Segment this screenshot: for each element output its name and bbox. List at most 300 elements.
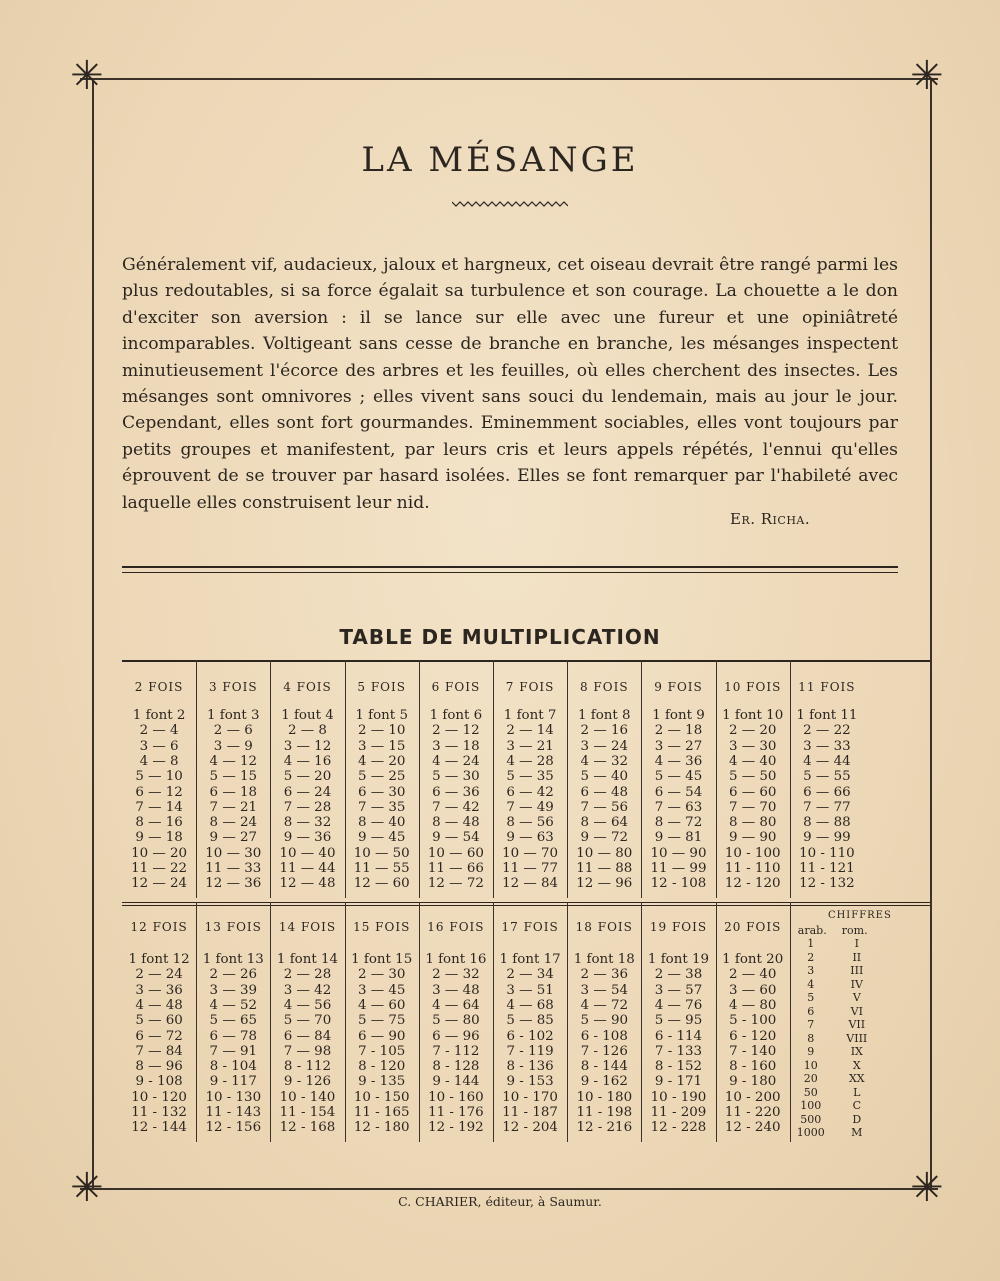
table-cell: 10 — 90 bbox=[650, 845, 707, 861]
table-cell: 6 - 114 bbox=[654, 1028, 703, 1044]
table-cell: 12 — 84 bbox=[502, 876, 559, 892]
table-cell: 12 - 132 bbox=[799, 876, 855, 892]
column-header: 20 FOIS bbox=[724, 920, 782, 934]
table-cell: 9 - 171 bbox=[654, 1074, 703, 1090]
table-cell: 12 - 120 bbox=[724, 876, 781, 892]
table-cell: 2 — 18 bbox=[654, 723, 703, 739]
column-header: 18 FOIS bbox=[575, 920, 633, 934]
table-cell: 12 - 204 bbox=[502, 1120, 558, 1136]
table-column bbox=[641, 660, 715, 898]
column-header: 8 FOIS bbox=[579, 680, 629, 694]
table-cell: 9 — 81 bbox=[654, 830, 703, 846]
table-cell: 1 font 8 bbox=[577, 708, 631, 723]
chiffres-arab-value: 6 bbox=[807, 1004, 815, 1018]
table-cell: 12 - 192 bbox=[428, 1120, 484, 1136]
table-cell: 6 — 84 bbox=[283, 1028, 332, 1044]
table-cell: 11 - 220 bbox=[724, 1105, 781, 1120]
table-cell: 12 — 72 bbox=[427, 876, 484, 892]
table-column bbox=[122, 902, 196, 1142]
table-cell: 7 - 133 bbox=[654, 1043, 703, 1059]
table-column bbox=[419, 902, 493, 1142]
table-cell: 3 — 12 bbox=[283, 738, 332, 754]
chiffres-rom-label: rom. bbox=[841, 924, 868, 937]
table-cell: 8 - 112 bbox=[283, 1059, 332, 1075]
table-cell: 6 — 12 bbox=[135, 784, 183, 800]
chiffres-arab-value: 5 bbox=[807, 991, 815, 1004]
table-cell: 8 - 160 bbox=[729, 1059, 777, 1075]
table-cell: 5 — 50 bbox=[728, 769, 777, 785]
chiffres-roman-value: M bbox=[851, 1126, 863, 1139]
table-cell: 11 - 132 bbox=[131, 1105, 187, 1120]
table-cell: 4 — 48 bbox=[135, 997, 183, 1013]
table-cell: 7 - 112 bbox=[432, 1043, 480, 1059]
table-cell: 7 — 28 bbox=[283, 799, 332, 815]
table-cell: 11 - 143 bbox=[205, 1105, 262, 1120]
table-cell: 4 — 28 bbox=[506, 753, 554, 769]
table-cell: 5 — 40 bbox=[580, 769, 629, 785]
table-cell: 7 — 35 bbox=[357, 799, 406, 815]
table-cell: 12 - 156 bbox=[205, 1120, 262, 1136]
table-cell: 3 — 24 bbox=[580, 738, 629, 754]
table-cell: 6 — 48 bbox=[580, 784, 629, 800]
table-cell: 1 font 20 bbox=[722, 952, 784, 967]
table-cell: 5 — 55 bbox=[803, 769, 851, 785]
chiffres-roman-value: III bbox=[850, 964, 864, 977]
table-cell: 9 - 153 bbox=[506, 1074, 554, 1090]
table-cell: 2 — 16 bbox=[580, 723, 629, 739]
table-cell: 1 font 2 bbox=[132, 708, 186, 723]
table-cell: 5 — 10 bbox=[135, 769, 183, 785]
table-column bbox=[196, 660, 270, 898]
column-header: 6 FOIS bbox=[431, 680, 481, 694]
table-cell: 8 - 144 bbox=[580, 1059, 628, 1075]
table-cell: 11 — 99 bbox=[650, 861, 707, 876]
table-cell: 10 — 30 bbox=[205, 845, 262, 861]
table-cell: 8 — 96 bbox=[135, 1059, 183, 1075]
table-cell: 1 font 13 bbox=[202, 952, 264, 967]
chiffres-arab-value: 1 bbox=[807, 937, 815, 950]
table-column bbox=[567, 902, 641, 1142]
table-cell: 7 — 84 bbox=[135, 1043, 183, 1059]
table-cell: 3 — 42 bbox=[283, 982, 332, 998]
table-cell: 5 — 20 bbox=[283, 769, 332, 785]
table-cell: 7 — 56 bbox=[580, 799, 629, 815]
corner-ornament-icon: ✳ bbox=[910, 1165, 944, 1211]
chiffres-header: CHIFFRES bbox=[827, 910, 892, 921]
chiffres-arab-value: 4 bbox=[807, 977, 815, 991]
table-column bbox=[270, 902, 344, 1142]
table-cell: 11 - 198 bbox=[576, 1105, 633, 1120]
frame-top-line bbox=[80, 78, 938, 80]
table-cell: 9 — 90 bbox=[728, 830, 777, 846]
table-cell: 3 — 9 bbox=[213, 738, 253, 754]
table-cell: 4 — 64 bbox=[432, 997, 480, 1013]
table-cell: 9 — 36 bbox=[283, 830, 332, 846]
table-cell: 2 — 36 bbox=[580, 967, 629, 983]
table-cell: 2 — 10 bbox=[357, 723, 406, 739]
table-cell: 3 — 60 bbox=[728, 982, 777, 998]
table-cell: 1 fout 4 bbox=[281, 708, 334, 723]
chiffres-arab-label: arab. bbox=[797, 924, 827, 937]
table-cell: 4 — 24 bbox=[432, 753, 480, 769]
chiffres-roman-value: IV bbox=[850, 977, 863, 991]
table-cell: 6 — 78 bbox=[209, 1028, 258, 1044]
table-cell: 11 — 33 bbox=[205, 861, 262, 876]
table-cell: 10 — 20 bbox=[131, 845, 188, 861]
table-cell: 6 — 96 bbox=[432, 1028, 480, 1044]
author-signature: Er. Richa. bbox=[730, 510, 811, 528]
table-cell: 4 — 52 bbox=[209, 997, 258, 1013]
table-cell: 8 — 32 bbox=[283, 815, 332, 831]
table-cell: 9 - 162 bbox=[580, 1074, 628, 1090]
table-cell: 6 - 102 bbox=[506, 1028, 554, 1044]
table-cell: 2 — 12 bbox=[432, 723, 480, 739]
table-cell: 3 — 15 bbox=[357, 738, 406, 754]
page-title: LA MÉSANGE bbox=[361, 140, 639, 180]
table-cell: 8 — 88 bbox=[803, 815, 851, 831]
table-cell: 5 — 80 bbox=[432, 1013, 480, 1029]
table-cell: 8 - 104 bbox=[209, 1059, 257, 1075]
chiffres-arab-value: 3 bbox=[807, 964, 815, 977]
table-cell: 2 — 14 bbox=[506, 723, 554, 739]
column-header: 11 FOIS bbox=[798, 680, 856, 694]
chiffres-roman-value: D bbox=[852, 1112, 862, 1126]
table-column bbox=[641, 902, 715, 1142]
table-cell: 3 — 39 bbox=[209, 982, 258, 998]
table-cell: 5 — 85 bbox=[506, 1013, 554, 1029]
chiffres-arab-value: 50 bbox=[803, 1085, 818, 1099]
table-cell: 5 — 90 bbox=[580, 1013, 629, 1029]
table-cell: 6 — 42 bbox=[506, 784, 554, 800]
table-cell: 1 font 6 bbox=[429, 708, 483, 723]
column-header: 15 FOIS bbox=[353, 920, 411, 934]
table-cell: 3 — 33 bbox=[803, 738, 851, 754]
table-cell: 6 - 108 bbox=[580, 1028, 628, 1044]
table-cell: 6 — 36 bbox=[432, 784, 480, 800]
table-cell: 8 — 40 bbox=[357, 815, 406, 831]
publisher-footer: C. CHARIER, éditeur, à Saumur. bbox=[398, 1194, 602, 1209]
table-cell: 5 — 75 bbox=[357, 1013, 406, 1029]
chiffres-arab-value: 10 bbox=[803, 1058, 818, 1072]
table-cell: 2 — 4 bbox=[139, 723, 179, 739]
table-cell: 4 — 44 bbox=[803, 753, 851, 769]
table-column bbox=[716, 902, 790, 1142]
table-cell: 11 - 121 bbox=[799, 861, 855, 876]
table-cell: 11 - 187 bbox=[502, 1105, 558, 1120]
table-cell: 9 - 117 bbox=[209, 1074, 257, 1090]
table-cell: 5 — 60 bbox=[135, 1013, 183, 1029]
table-cell: 8 — 56 bbox=[506, 815, 554, 831]
table-cell: 5 — 45 bbox=[654, 769, 703, 785]
table-column bbox=[270, 660, 344, 898]
corner-ornament-icon: ✳ bbox=[910, 53, 944, 99]
column-header: 4 FOIS bbox=[283, 680, 332, 694]
table-cell: 11 — 55 bbox=[353, 861, 410, 876]
table-cell: 4 — 20 bbox=[357, 753, 406, 769]
table-cell: 7 — 49 bbox=[506, 799, 554, 815]
body-paragraph: Généralement vif, audacieux, jaloux et hargneux, cet oiseau devrait être rangé parmi les plus redoutables, si sa force égalait sa turbulence et son courage. La chouette a le don d'exciter son aversion : il se lance sur elle avec une fureur et une opiniâtreté incomparables. Voltigeant sans cesse de branche en branche, les mésanges inspectent minutieusement l'écorce des arbres et les feuilles, où elles cherchent des insectes. Les mésanges sont omnivores ; elles vivent sans souci du lendemain, mais au jour le jour. Cependant, elles sont fort gourmandes. Eminemment sociables, elles vont toujours par petits groupes et manifestent, par leurs cris et leurs appels répétés, l'ennui qu'elles éprouvent de se trouver par hasard isolées. Elles se font remarquer par l'habileté avec laquelle elles construisent leur nid. bbox=[122, 255, 898, 513]
table-cell: 1 font 3 bbox=[206, 708, 260, 723]
table-cell: 4 — 36 bbox=[654, 753, 703, 769]
table-cell: 9 - 180 bbox=[729, 1074, 777, 1090]
table-cell: 3 — 18 bbox=[432, 738, 480, 754]
table-cell: 8 — 16 bbox=[135, 815, 183, 831]
table-cell: 3 — 27 bbox=[654, 738, 703, 754]
column-header: 13 FOIS bbox=[204, 920, 262, 934]
column-header: 5 FOIS bbox=[357, 680, 406, 694]
table-cell: 3 — 57 bbox=[654, 982, 703, 998]
chiffres-roman-value: IX bbox=[850, 1045, 863, 1058]
table-cell: 10 - 150 bbox=[353, 1089, 410, 1105]
chiffres-roman-value: II bbox=[852, 950, 862, 964]
table-cell: 3 — 21 bbox=[506, 738, 554, 754]
table-cell: 7 — 21 bbox=[209, 799, 258, 815]
title-ornament bbox=[452, 198, 568, 210]
table-cell: 12 — 36 bbox=[205, 876, 262, 892]
column-header: 9 FOIS bbox=[654, 680, 703, 694]
chiffres-arab-value: 9 bbox=[807, 1045, 815, 1058]
table-cell: 5 — 30 bbox=[432, 769, 480, 785]
table-cell: 11 - 154 bbox=[279, 1105, 336, 1120]
chiffres-roman-value: L bbox=[853, 1085, 861, 1099]
table-cell: 7 — 98 bbox=[283, 1043, 332, 1059]
section-divider bbox=[122, 566, 898, 573]
column-header: 3 FOIS bbox=[208, 680, 258, 694]
multiplication-table-bottom bbox=[122, 902, 930, 1142]
column-header: 12 FOIS bbox=[130, 920, 188, 934]
table-cell: 7 — 77 bbox=[803, 799, 851, 815]
chiffres-roman-value: VIII bbox=[846, 1031, 868, 1045]
table-title: TABLE DE MULTIPLICATION bbox=[339, 625, 661, 649]
multiplication-table-top bbox=[122, 660, 930, 898]
table-cell: 8 - 120 bbox=[358, 1059, 406, 1075]
table-cell: 4 — 60 bbox=[357, 997, 406, 1013]
table-cell: 9 - 126 bbox=[283, 1074, 332, 1090]
table-cell: 5 — 95 bbox=[654, 1013, 703, 1029]
table-cell: 12 — 24 bbox=[131, 876, 188, 892]
table-cell: 9 - 135 bbox=[358, 1074, 406, 1090]
table-cell: 6 — 72 bbox=[135, 1028, 183, 1044]
table-cell: 9 — 54 bbox=[432, 830, 480, 846]
frame-bottom-line bbox=[80, 1188, 938, 1190]
table-cell: 9 — 45 bbox=[357, 830, 406, 846]
table-cell: 11 - 165 bbox=[353, 1105, 410, 1120]
table-cell: 12 - 228 bbox=[650, 1120, 707, 1136]
table-column bbox=[790, 660, 864, 898]
table-cell: 6 — 18 bbox=[209, 784, 258, 800]
table-cell: 10 - 160 bbox=[428, 1089, 484, 1105]
table-cell: 11 — 22 bbox=[131, 861, 188, 876]
chiffres-arab-value: 100 bbox=[800, 1099, 822, 1112]
table-column bbox=[493, 660, 567, 898]
table-cell: 4 — 76 bbox=[654, 997, 703, 1013]
table-cell: 12 - 216 bbox=[576, 1120, 633, 1136]
chiffres-arab-value: 20 bbox=[803, 1072, 818, 1085]
table-cell: 12 - 108 bbox=[650, 876, 707, 892]
table-cell: 7 — 42 bbox=[432, 799, 480, 815]
chiffres-arab-value: 500 bbox=[800, 1112, 822, 1126]
table-cell: 8 — 80 bbox=[728, 815, 777, 831]
table-cell: 8 - 128 bbox=[432, 1059, 480, 1075]
table-cell: 8 - 152 bbox=[654, 1059, 703, 1075]
table-cell: 4 — 12 bbox=[209, 753, 258, 769]
table-cell: 10 - 100 bbox=[724, 845, 781, 861]
table-cell: 6 — 24 bbox=[283, 784, 332, 800]
table-cell: 3 — 30 bbox=[728, 738, 777, 754]
table-cell: 4 — 16 bbox=[283, 753, 332, 769]
table-cell: 10 - 190 bbox=[650, 1089, 707, 1105]
table-cell: 3 — 48 bbox=[432, 982, 480, 998]
column-separator bbox=[790, 902, 791, 1142]
chiffres-arab-value: 8 bbox=[807, 1031, 815, 1045]
column-header: 10 FOIS bbox=[724, 680, 782, 694]
table-cell: 12 — 96 bbox=[576, 876, 633, 892]
table-cell: 4 — 68 bbox=[506, 997, 554, 1013]
table-cell: 10 — 60 bbox=[427, 845, 484, 861]
chiffres-arab-value: 7 bbox=[807, 1018, 815, 1031]
table-cell: 2 — 20 bbox=[728, 723, 777, 739]
table-cell: 4 — 72 bbox=[580, 997, 629, 1013]
table-cell: 8 - 136 bbox=[506, 1059, 554, 1075]
table-column bbox=[345, 902, 419, 1142]
chiffres-roman-value: VI bbox=[850, 1004, 863, 1018]
table-column bbox=[493, 902, 567, 1142]
table-cell: 7 - 119 bbox=[506, 1043, 554, 1059]
table-cell: 1 font 11 bbox=[796, 708, 858, 723]
table-cell: 11 - 176 bbox=[428, 1105, 484, 1120]
table-cell: 9 — 72 bbox=[580, 830, 629, 846]
table-column bbox=[122, 660, 196, 898]
table-cell: 10 - 180 bbox=[576, 1089, 633, 1105]
table-cell: 10 — 80 bbox=[576, 845, 633, 861]
table-cell: 1 font 14 bbox=[276, 952, 339, 967]
table-cell: 7 — 91 bbox=[209, 1043, 258, 1059]
column-header: 2 FOIS bbox=[134, 680, 184, 694]
table-cell: 8 — 48 bbox=[432, 815, 480, 831]
table-cell: 7 - 105 bbox=[358, 1043, 406, 1059]
table-cell: 7 — 14 bbox=[135, 799, 183, 815]
table-cell: 4 — 56 bbox=[283, 997, 332, 1013]
table-cell: 1 font 12 bbox=[128, 952, 190, 967]
table-cell: 10 — 70 bbox=[502, 845, 559, 861]
table-cell: 5 - 100 bbox=[729, 1013, 777, 1029]
table-cell: 10 - 110 bbox=[799, 845, 855, 861]
table-cell: 2 — 22 bbox=[803, 723, 851, 739]
chiffres-arab-value: 1000 bbox=[796, 1126, 825, 1139]
table-cell: 10 — 50 bbox=[353, 845, 410, 861]
table-cell: 12 — 60 bbox=[353, 876, 410, 892]
chiffres-arab-value: 2 bbox=[807, 950, 815, 964]
table-cell: 12 — 48 bbox=[279, 876, 336, 892]
table-cell: 3 — 45 bbox=[357, 982, 406, 998]
table-cell: 6 — 54 bbox=[654, 784, 703, 800]
corner-ornament-icon: ✳ bbox=[70, 1165, 104, 1211]
table-cell: 2 — 34 bbox=[506, 967, 554, 983]
table-cell: 7 - 140 bbox=[729, 1043, 777, 1059]
table-column bbox=[196, 902, 270, 1142]
table-cell: 9 — 18 bbox=[135, 830, 183, 846]
table-cell: 9 — 99 bbox=[803, 830, 851, 846]
table-cell: 11 — 88 bbox=[576, 861, 633, 876]
table-cell: 6 — 60 bbox=[728, 784, 777, 800]
table-cell: 3 — 36 bbox=[135, 982, 183, 998]
table-cell: 4 — 40 bbox=[728, 753, 777, 769]
table-cell: 4 — 8 bbox=[139, 753, 179, 769]
table-cell: 6 — 66 bbox=[803, 784, 851, 800]
table-cell: 11 — 66 bbox=[427, 861, 484, 876]
table-cell: 1 font 10 bbox=[722, 708, 784, 723]
table-cell: 8 — 72 bbox=[654, 815, 703, 831]
table-cell: 2 — 40 bbox=[728, 967, 777, 983]
table-cell: 1 font 15 bbox=[351, 952, 413, 967]
table-cell: 10 — 40 bbox=[279, 845, 336, 861]
table-cell: 2 — 38 bbox=[654, 967, 703, 983]
table-cell: 12 - 168 bbox=[279, 1120, 336, 1136]
table-cell: 2 — 6 bbox=[213, 723, 253, 739]
chiffres-roman-value: VII bbox=[848, 1018, 866, 1031]
table-column bbox=[716, 660, 790, 898]
table-cell: 7 - 126 bbox=[580, 1043, 628, 1059]
column-header: 16 FOIS bbox=[427, 920, 485, 934]
table-cell: 11 - 110 bbox=[724, 861, 781, 876]
table-cell: 5 — 15 bbox=[209, 769, 258, 785]
table-cell: 1 font 5 bbox=[355, 708, 408, 723]
chiffres-roman-value: V bbox=[852, 991, 861, 1004]
table-cell: 1 font 16 bbox=[425, 952, 487, 967]
table-cell: 1 font 7 bbox=[503, 708, 557, 723]
chiffres-roman-value: X bbox=[852, 1058, 861, 1072]
table-cell: 1 font 17 bbox=[499, 952, 561, 967]
table-cell: 10 - 200 bbox=[724, 1089, 781, 1105]
table-cell: 9 - 108 bbox=[135, 1074, 183, 1090]
table-cell: 7 — 63 bbox=[654, 799, 703, 815]
table-cell: 11 - 209 bbox=[650, 1105, 707, 1120]
table-cell: 12 - 240 bbox=[724, 1120, 781, 1136]
table-column bbox=[419, 660, 493, 898]
table-cell: 2 — 24 bbox=[135, 967, 183, 983]
table-cell: 8 — 64 bbox=[580, 815, 629, 831]
table-cell: 5 — 25 bbox=[357, 769, 406, 785]
chiffres-roman-value: I bbox=[854, 937, 859, 950]
column-header: 7 FOIS bbox=[505, 680, 555, 694]
table-cell: 9 — 63 bbox=[506, 830, 554, 846]
table-cell: 6 — 30 bbox=[357, 784, 406, 800]
table-column bbox=[345, 660, 419, 898]
table-cell: 3 — 6 bbox=[139, 738, 179, 754]
table-cell: 7 — 70 bbox=[728, 799, 777, 815]
table-cell: 10 - 120 bbox=[131, 1089, 187, 1105]
chiffres-roman-value: C bbox=[852, 1099, 861, 1112]
table-cell: 9 - 144 bbox=[432, 1074, 480, 1090]
table-cell: 10 - 170 bbox=[502, 1089, 558, 1105]
table-cell: 4 — 80 bbox=[728, 997, 777, 1013]
table-cell: 5 — 65 bbox=[209, 1013, 258, 1029]
table-cell: 2 — 32 bbox=[432, 967, 480, 983]
table-cell: 1 font 9 bbox=[652, 708, 705, 723]
table-cell: 12 - 144 bbox=[131, 1120, 187, 1136]
table-cell: 11 — 77 bbox=[502, 861, 559, 876]
column-header: 19 FOIS bbox=[649, 920, 708, 934]
table-cell: 11 — 44 bbox=[279, 861, 336, 876]
table-cell: 2 — 28 bbox=[283, 967, 332, 983]
table-column bbox=[567, 660, 641, 898]
table-cell: 5 — 35 bbox=[506, 769, 554, 785]
table-cell: 5 — 70 bbox=[283, 1013, 332, 1029]
table-cell: 6 — 90 bbox=[357, 1028, 406, 1044]
table-cell: 6 - 120 bbox=[729, 1028, 777, 1044]
table-cell: 2 — 30 bbox=[357, 967, 406, 983]
table-cell: 9 — 27 bbox=[209, 830, 258, 846]
